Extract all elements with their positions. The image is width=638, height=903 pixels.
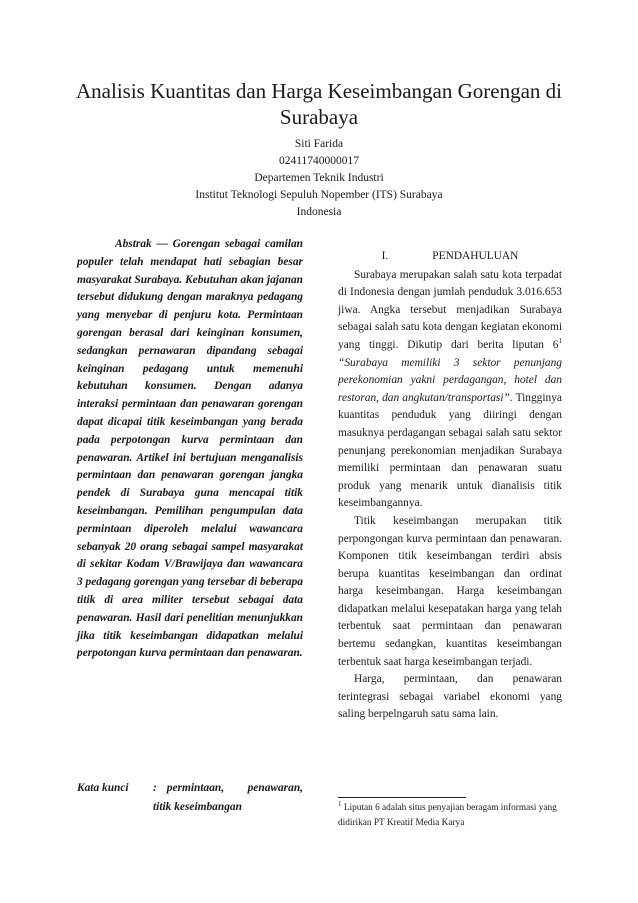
left-column	[77, 236, 303, 663]
section-number: I.	[381, 250, 389, 262]
footnote-rule	[338, 797, 466, 798]
author-department: Departemen Teknik Industri	[254, 172, 384, 184]
keywords-colon: :	[153, 782, 157, 794]
section-heading	[338, 248, 562, 266]
keywords-label: Kata kunci	[77, 782, 129, 794]
paragraph-1-text: Surabaya merupakan salah satu kota terpadat di Indonesia dengan jumlah penduduk 3.016.653 jiwa. Angka tersebut menjadikan Surabaya sebagai salah satu kota dengan kegiatan ekonomi yang tinggi. Dikutip dari berita liputan 6	[338, 268, 562, 351]
footnote-text: Liputan 6 adalah situs penyajian beragam informasi yang didirikan PT Kreatif Media Karya	[338, 803, 557, 828]
author-institution: Institut Teknologi Sepuluh Nopember (ITS) Surabaya	[195, 189, 443, 201]
paragraph-1-quote: “Surabaya memiliki 3 sektor penunjang perekonomian yakni perdagangan, hotel dan restoran, dan angkutan/transportasi”.	[338, 356, 562, 404]
author-id: 02411740000017	[278, 155, 360, 167]
keywords-text-block	[153, 779, 303, 817]
paragraph-1	[338, 267, 562, 513]
paragraph-3: Harga, permintaan, dan penawaran terintegrasi sebagai variabel ekonomi yang saling berpelngaruh satu sama lain.	[338, 673, 562, 721]
keywords-text: permintaan, penawaran, titik keseimbangan	[153, 782, 303, 813]
author-block	[100, 136, 538, 221]
paragraph-1-rest: Tingginya kuantitas penduduk yang diiringi dengan masuknya perdagangan sebagai salah satu sektor penunjang perekonomian menjadikan Surabaya memiliki permintaan dan penawaran suatu produk yang menarik untuk dianalisis titik keseimbangannya.	[338, 391, 562, 510]
right-column	[338, 248, 562, 724]
paper-title: Analisis Kuantitas dan Harga Keseimbangan Gorengan di Surabaya	[76, 79, 562, 129]
footnote-mark: 1	[338, 799, 342, 808]
paragraph-2: Titik keseimbangan merupakan titik perpongongan kurva permintaan dan penawaran. Komponen titik keseimbangan terdiri absis berupa kuantitas keseimbangan dan ordinat harga keseimbangan. Harga keseimbangan didapatkan melalui kesepatakan harga yang telah terbentuk saat permintaan dan penawaran bertemu sedangkan, kuantitas keseimbangan terbentuk saat harga keseimbangan terjadi.	[338, 514, 562, 668]
author-country: Indonesia	[296, 206, 342, 218]
footnote	[338, 801, 562, 831]
author-name: Siti Farida	[294, 138, 344, 150]
section-title: PENDAHULUAN	[432, 250, 519, 262]
footnote-ref: 1	[558, 337, 562, 346]
abstract: Abstrak — Gorengan sebagai camilan populer telah mendapat hati sebagian besar masyarakat Surabaya. Kebutuhan akan jajanan tersebut didukung dengan maraknya pedagang yang menyebar di penjuru kota. Permintaan gorengan berasal dari keinginan konsumen, sedangkan pernawaran dipandang sebagai keinginan pedagang untuk memenuhi kebutuhan konsumen. Dengan adanya interaksi permintaan dan penawaran gorengan dapat dicapai titik keseimbangan yang berada pada perpotongan kurva permintaan dan penawaran. Artikel ini bertujuan menganalisis permintaan dan penawaran gorengan jangka pendek di Surabaya guna mencapai titik keseimbangan. Pemilihan pengumpulan data permintaan diperoleh melalui wawancara sebanyak 20 orang sebagai sampel masyarakat di sekitar Kodam V/Brawijaya dan wawancara 3 pedagang gorengan yang tersebar di beberapa titik di area militer tersebut sebagai data penawaran. Hasil dari penelitian menunjukkan jika titik keseimbangan didapatkan melalui perpotongan kurva permintaan dan penawaran.	[77, 238, 303, 660]
